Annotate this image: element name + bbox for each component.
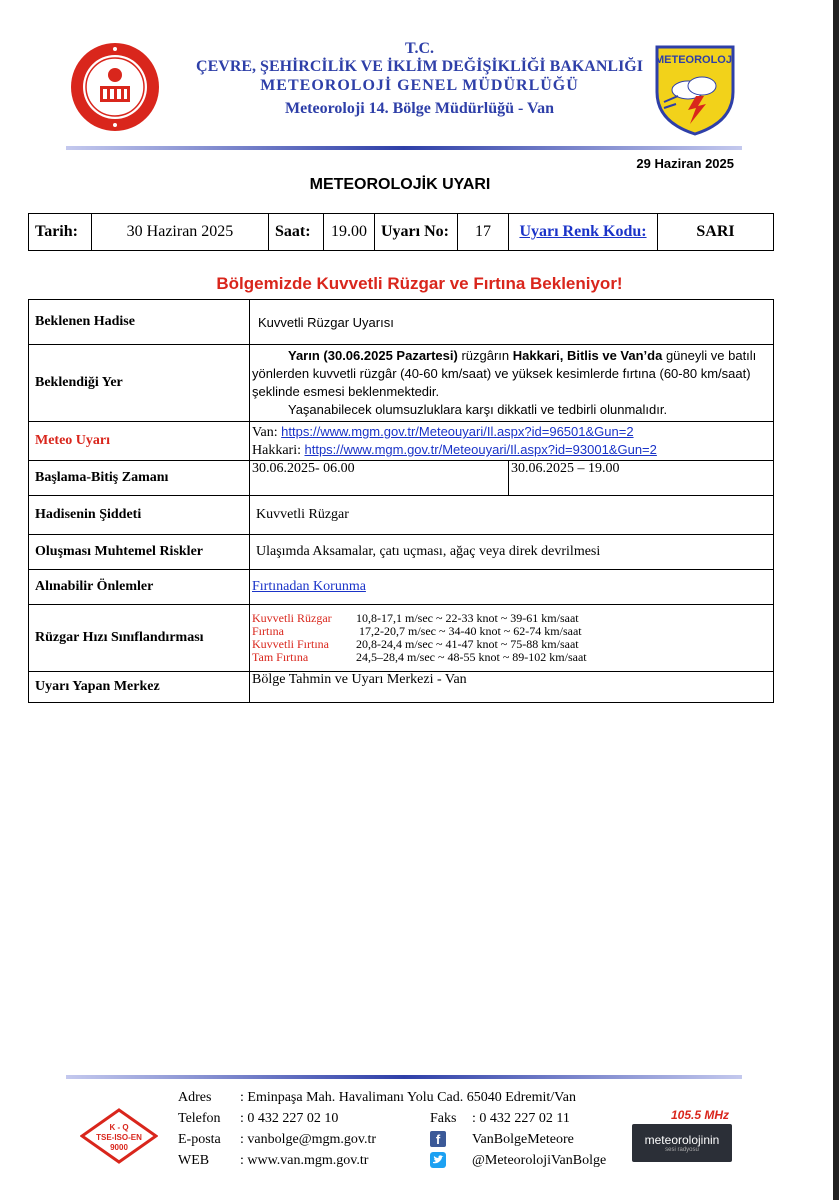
radio-freq-label: 105.5 MHz [670, 1108, 730, 1122]
ruzgar-row-name: Kuvvetli Rüzgar [252, 611, 332, 625]
merkez-label: Uyarı Yapan Merkez [29, 672, 250, 703]
eposta-value: : vanbolge@mgm.gov.tr [240, 1131, 377, 1147]
ruzgar-row-name: Kuvvetli Fırtına [252, 637, 329, 651]
tarih-value: 30 Haziran 2025 [92, 214, 269, 251]
telefon-label: Telefon [178, 1110, 221, 1126]
radio-name: meteorolojinin [644, 1133, 720, 1147]
tse-text-3: 9000 [110, 1143, 128, 1152]
onlem-link[interactable]: Fırtınadan Korunma [252, 579, 366, 594]
ruzgar-row-value: 20,8-24,4 m/sec ~ 41-47 knot ~ 75-88 km/saat [356, 637, 579, 651]
ruzgar-row [252, 651, 771, 664]
onlem-label: Alınabilir Önlemler [29, 570, 250, 605]
row-merkez [29, 672, 774, 703]
yer-places: Hakkari, Bitlis ve Van’da [512, 348, 663, 363]
zaman-label: Başlama-Bitiş Zamanı [29, 461, 250, 496]
yer-paragraph-2: Yaşanabilecek olumsuzluklara karşı dikkatli ve tedbirli olunmalıdır. [288, 402, 668, 417]
row-hadise [29, 300, 774, 345]
twitter-value[interactable]: @MeteorolojiVanBolge [472, 1152, 607, 1168]
zaman-end: 30.06.2025 – 19.00 [509, 461, 774, 496]
saat-value: 19.00 [324, 214, 375, 251]
facebook-icon-cell [430, 1129, 472, 1150]
adres-value: : Eminpaşa Mah. Havalimanı Yolu Cad. 65040 Edremit/Van [240, 1089, 576, 1105]
footer-divider [66, 1075, 742, 1079]
merkez-value: Bölge Tahmin ve Uyarı Merkezi - Van [250, 672, 774, 703]
renk-kodu-label [509, 214, 658, 251]
adres-label: Adres [178, 1089, 212, 1105]
document-date: 29 Haziran 2025 [636, 156, 734, 171]
header-line-directorate: METEOROLOJİ GENEL MÜDÜRLÜĞÜ [260, 77, 579, 94]
renk-kodu-value: SARI [658, 214, 774, 251]
twitter-icon-cell [430, 1150, 472, 1171]
telefon-value: : 0 432 227 02 10 [240, 1110, 339, 1126]
warning-headline: Bölgemizde Kuvvetli Rüzgar ve Fırtına Bekleniyor! [216, 274, 623, 293]
row-yer [29, 345, 774, 422]
hadise-value: Kuvvetli Rüzgar Uyarısı [250, 300, 774, 345]
footer-contact [178, 1087, 606, 1171]
radio-logo [632, 1124, 732, 1162]
ruzgar-row-value: 24,5–28,4 m/sec ~ 48-55 knot ~ 89-102 km/saat [356, 650, 587, 664]
tse-certification-logo [80, 1108, 158, 1164]
document-title: METEOROLOJİK UYARI [309, 176, 491, 193]
ruzgar-label: Rüzgar Hızı Sınıflandırması [29, 605, 250, 672]
row-siddet [29, 496, 774, 535]
scan-edge [833, 0, 839, 1200]
meteo-links [250, 422, 774, 461]
yer-text-1: rüzgârın [457, 348, 513, 363]
yer-label: Beklendiği Yer [29, 345, 250, 422]
ruzgar-row-value: 10,8-17,1 m/sec ~ 22-33 knot ~ 39-61 km/saat [356, 611, 579, 625]
tse-text-2: TSE-ISO-EN [96, 1133, 142, 1142]
warning-details-table [28, 299, 774, 703]
yer-text-2: güneyli ve batılı yönlerden kuvvetli rüzgâr (40-60 km/saat) ve yüksek kesimlerde fırtına (60-80 km/saat) şeklinde esmesi beklenmektedir. [252, 348, 757, 399]
ruzgar-row-value: 17,2-20,7 m/sec ~ 34-40 knot ~ 62-74 km/saat [356, 624, 582, 638]
meteo-hakkari-link[interactable]: https://www.mgm.gov.tr/Meteouyari/Il.aspx?id=93001&Gun=2 [304, 442, 657, 457]
onlem-value [250, 570, 774, 605]
meteo-hakkari-label: Hakkari: [252, 443, 305, 458]
yer-paragraph-1 [252, 347, 773, 401]
renk-kodu-link[interactable]: Uyarı Renk Kodu: [519, 223, 647, 240]
web-label: WEB [178, 1152, 210, 1168]
ruzgar-row-name: Tam Fırtına [252, 650, 309, 664]
zaman-start: 30.06.2025- 06.00 [250, 461, 509, 496]
ruzgar-list [250, 605, 774, 672]
tse-text-1: K - Q [109, 1123, 129, 1132]
logo-text: METEOROLOJİ [654, 54, 736, 66]
header-line-ministry: ÇEVRE, ŞEHİRCİLİK VE İKLİM DEĞİŞİKLİĞİ BAKANLIĞI [196, 58, 643, 75]
yer-value [250, 345, 774, 422]
header-divider [66, 146, 742, 150]
meteo-label: Meteo Uyarı [29, 422, 250, 461]
row-risk [29, 535, 774, 570]
row-ruzgar [29, 605, 774, 672]
header-line-region: Meteoroloji 14. Bölge Müdürlüğü - Van [284, 100, 555, 117]
row-onlem [29, 570, 774, 605]
radio-sub: sesi radyosu [665, 1147, 699, 1153]
ruzgar-row-name: Fırtına [252, 624, 284, 638]
uyari-no-label: Uyarı No: [375, 214, 458, 251]
meteo-van-link[interactable]: https://www.mgm.gov.tr/Meteouyari/Il.aspx?id=96501&Gun=2 [281, 424, 634, 439]
siddet-value: Kuvvetli Rüzgar [250, 496, 774, 535]
eposta-label: E-posta [178, 1131, 221, 1147]
siddet-label: Hadisenin Şiddeti [29, 496, 250, 535]
info-table [28, 213, 774, 251]
meteo-van-label: Van: [252, 425, 282, 440]
risk-label: Oluşması Muhtemel Riskler [29, 535, 250, 570]
twitter-icon[interactable] [430, 1152, 446, 1168]
uyari-no-value: 17 [458, 214, 509, 251]
facebook-icon[interactable]: f [430, 1131, 446, 1147]
web-value[interactable]: : www.van.mgm.gov.tr [240, 1152, 369, 1168]
header-line-tc: T.C. [404, 40, 435, 57]
risk-value: Ulaşımda Aksamalar, çatı uçması, ağaç veya direk devrilmesi [250, 535, 774, 570]
faks-label: Faks [430, 1110, 457, 1126]
faks-value: : 0 432 227 02 11 [472, 1110, 570, 1126]
facebook-value[interactable]: VanBolgeMeteore [472, 1131, 574, 1147]
saat-label: Saat: [269, 214, 324, 251]
yer-date: Yarın (30.06.2025 Pazartesi) [288, 348, 458, 363]
hadise-label: Beklenen Hadise [29, 300, 250, 345]
row-zaman [29, 461, 774, 496]
row-meteo [29, 422, 774, 461]
tarih-label: Tarih: [29, 214, 92, 251]
meteoroloji-shield-logo [654, 44, 736, 136]
